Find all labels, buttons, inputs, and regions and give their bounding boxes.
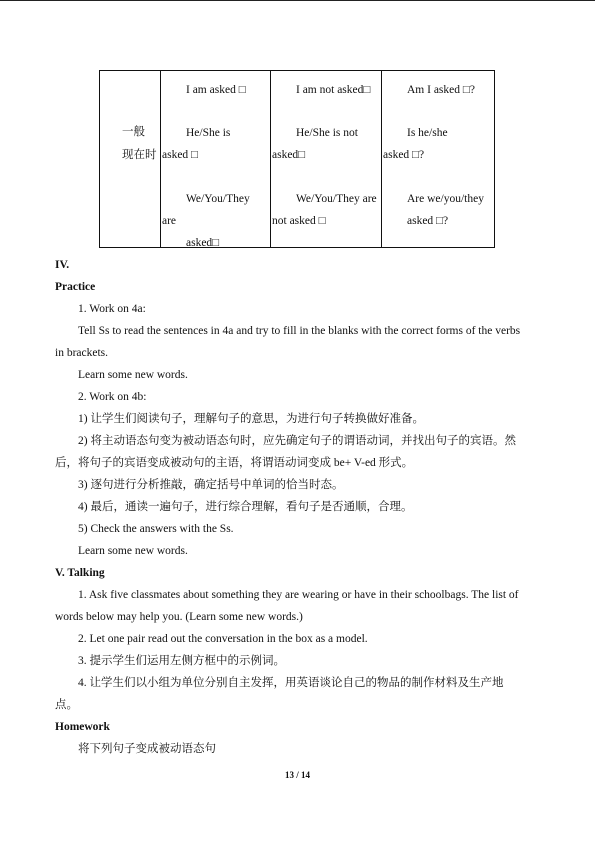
- table-cell: are: [162, 215, 177, 227]
- paragraph: Tell Ss to read the sentences in 4a and try to fill in the blanks with the correct forms of the verbs: [78, 325, 521, 337]
- paragraph: 1. Ask five classmates about something they are wearing or have in their schoolbags. The list of: [78, 589, 519, 601]
- paragraph: 4. 让学生们以小组为单位分别自主发挥，用英语谈论自己的物品的制作材料及生产地: [78, 677, 504, 689]
- paragraph: 2. Let one pair read out the conversation in the box as a model.: [78, 633, 368, 645]
- top-rule: [0, 0, 595, 1]
- paragraph: Learn some new words.: [78, 545, 188, 557]
- page-number: 13 / 14: [284, 770, 310, 780]
- table-cell: He/She is: [186, 127, 231, 139]
- table-cell: asked□: [186, 237, 220, 249]
- paragraph: 4) 最后，通读一遍句子，进行综合理解，看句子是否通顺，合理。: [78, 501, 413, 513]
- paragraph: 2. Work on 4b:: [78, 391, 147, 403]
- table-cell: asked□: [272, 149, 306, 161]
- table-cell: I am not asked□: [296, 84, 371, 96]
- table-cell: He/She is not: [296, 127, 358, 139]
- table-cell: We/You/They are: [296, 193, 377, 205]
- section-heading: Practice: [55, 281, 96, 293]
- paragraph: 3. 提示学生们运用左侧方框中的示例词。: [78, 655, 285, 667]
- table-cell: asked □: [162, 149, 199, 161]
- table-divider: [160, 71, 161, 247]
- paragraph: 1) 让学生们阅读句子，理解句子的意思，为进行句子转换做好准备。: [78, 413, 424, 425]
- paragraph: Learn some new words.: [78, 369, 188, 381]
- table-cell: Are we/you/they: [407, 193, 484, 205]
- row-label: 一般: [122, 126, 145, 138]
- table-cell: asked □?: [407, 215, 449, 227]
- paragraph: 1. Work on 4a:: [78, 303, 146, 315]
- table-cell: Is he/she: [407, 127, 448, 139]
- table-cell: asked □?: [383, 149, 425, 161]
- paragraph: 后，将句子的宾语变成被动句的主语，将谓语动词变成 be+ V-ed 形式。: [55, 457, 414, 469]
- paragraph: 3) 逐句进行分析推敲，确定括号中单词的恰当时态。: [78, 479, 344, 491]
- paragraph: in brackets.: [55, 347, 109, 359]
- section-heading: V. Talking: [55, 567, 105, 579]
- paragraph: 2) 将主动语态句变为被动语态句时，应先确定句子的谓语动词，并找出句子的宾语。然: [78, 435, 516, 447]
- table-divider: [381, 71, 382, 247]
- paragraph: 5) Check the answers with the Ss.: [78, 523, 234, 535]
- table-cell: not asked □: [272, 215, 326, 227]
- paragraph: 点。: [55, 699, 78, 711]
- tense-table: [99, 70, 495, 248]
- table-cell: I am asked □: [186, 84, 246, 96]
- paragraph: 将下列句子变成被动语态句: [78, 743, 216, 755]
- section-heading: Homework: [55, 721, 110, 733]
- row-label: 现在时: [122, 149, 157, 161]
- table-cell: We/You/They: [186, 193, 250, 205]
- paragraph: words below may help you. (Learn some new words.): [55, 611, 303, 623]
- section-number: IV.: [55, 259, 70, 271]
- table-cell: Am I asked □?: [407, 84, 475, 96]
- table-divider: [270, 71, 271, 247]
